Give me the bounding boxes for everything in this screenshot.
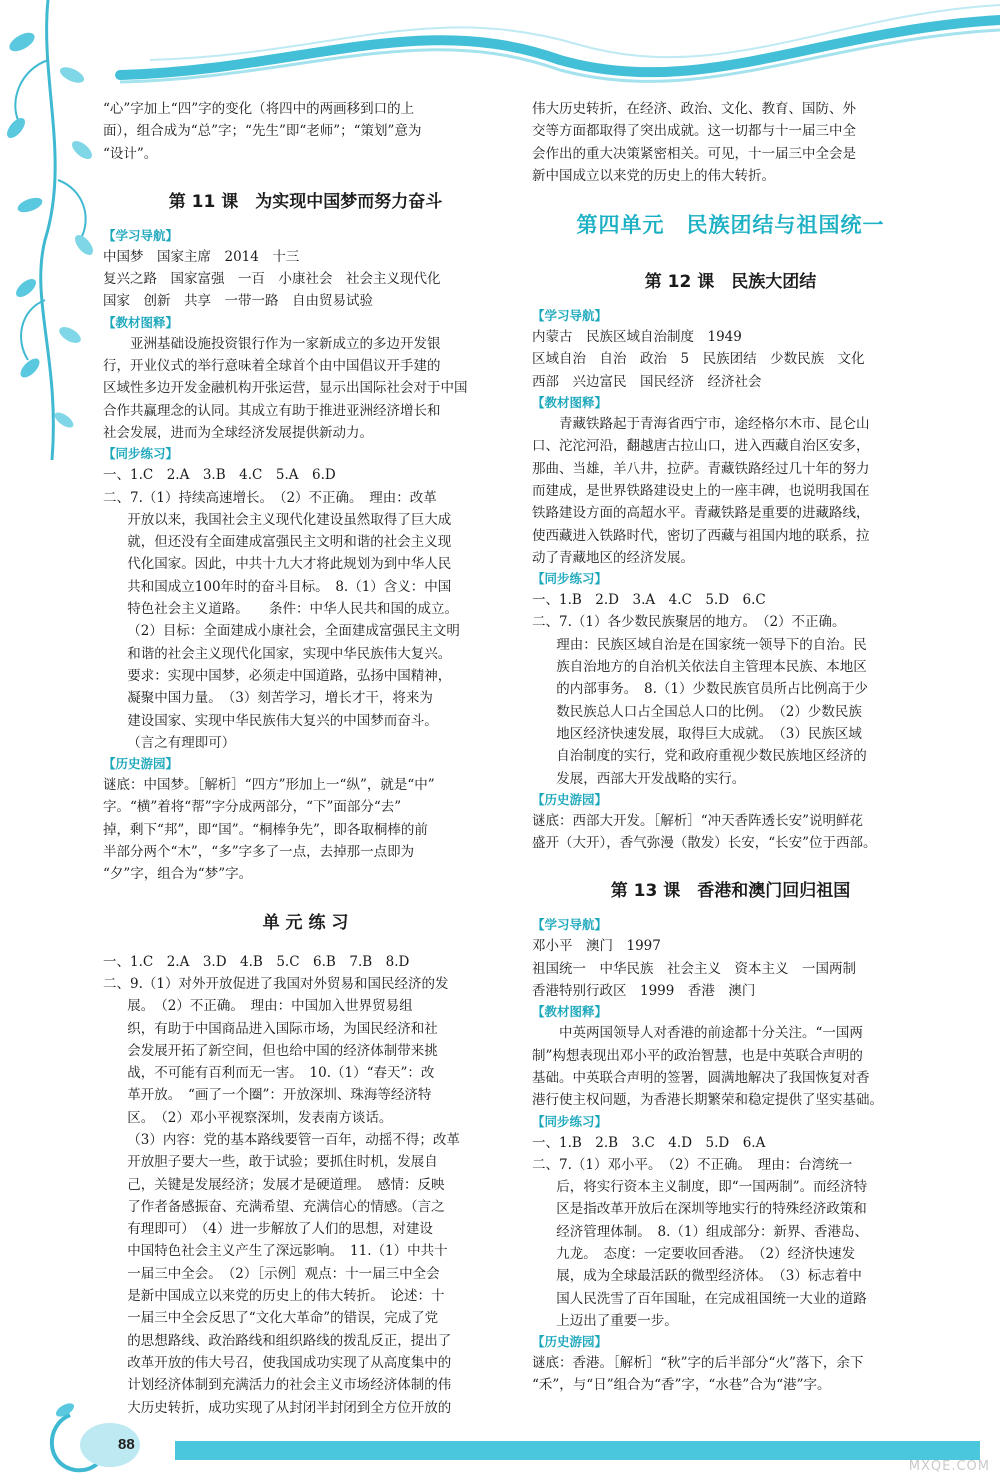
answer-line: 要求：实现中国梦，必须走中国道路，弘扬中国精神， (127, 667, 452, 684)
answer-line: 就，但还没有全面建成富强民主文明和谐的社会主义现 (127, 534, 452, 551)
answer-line: 区是指改革开放后在深圳等地实行的特殊经济政策和 (556, 1201, 867, 1218)
lesson-13-title: 第 13 课 香港和澳门回归祖国 (610, 881, 851, 902)
textbook-heading: 【教材图释】 (532, 395, 608, 411)
unit-practice-title: 单 元 练 习 (262, 912, 349, 933)
answer-line: 会发展开拓了新空间，但也给中国的经济体制带来挑 (127, 1042, 438, 1059)
study-guide-heading: 【学习导航】 (532, 917, 608, 933)
wave-decoration (0, 0, 1000, 100)
text-line: 港行使主权问题，为香港长期繁荣和稳定提供了坚实基础。 (532, 1092, 883, 1109)
study-guide-heading: 【学习导航】 (532, 308, 608, 324)
answer-line: 九龙。 态度：一定要收回香港。 （2）经济快速发 (556, 1245, 856, 1262)
text-line: 半部分两个“木”，“多”字多了一点，去掉那一点即为 (103, 844, 415, 861)
text-line: 亚洲基础设施投资银行作为一家新成立的多边开发银 (130, 335, 441, 352)
practice-heading: 【同步练习】 (103, 446, 179, 462)
answer-line: 大历史转折，成功实现了从封闭半封闭到全方位开放的 (127, 1399, 452, 1416)
answer-line: 了作者备感振奋、充满希望、充满信心的情感。（言之 (127, 1198, 445, 1215)
answer-line: 计划经济体制到充满活力的社会主义市场经济体制的伟 (127, 1377, 452, 1394)
history-heading: 【历史游园】 (103, 756, 179, 772)
text-line: 那曲、当雄，羊八井，拉萨。青藏铁路经过几十年的努力 (532, 460, 870, 477)
text-line: 使西藏进入铁路时代，密切了西藏与祖国内地的联系，拉 (532, 527, 870, 544)
answer-line: 建设国家、实现中华民族伟大复兴的中国梦而奋斗。 (127, 712, 438, 729)
lesson-12-title: 第 12 课 民族大团结 (644, 272, 817, 293)
text-line: 中英两国领导人对香港的前途都十分关注。“一国两 (559, 1025, 863, 1042)
text-line: 面），组合成为“总”字；“先生”即“老师”；“策划”意为 (103, 123, 422, 140)
text-line: 祖国统一 中华民族 社会主义 资本主义 一国两制 (532, 960, 856, 977)
answer-line: 己，关键是发展经济；发展才是硬道理。 感情：反映 (127, 1176, 445, 1193)
answer-line: （言之有理即可） (127, 734, 236, 751)
text-line: 西部 兴边富民 国民经济 经济社会 (532, 373, 762, 390)
answer-line: 国人民洗雪了百年国耻，在完成祖国统一大业的道路 (556, 1290, 867, 1307)
answer-line: 区。 （2）邓小平视察深圳，发表南方谈话。 (127, 1109, 393, 1126)
text-line: 中国梦 国家主席 2014 十三 (103, 248, 300, 265)
text-line: “禾”，与“日”组合为“香”字，“水巷”合为“港”字。 (532, 1377, 831, 1394)
text-line: 新中国成立以来党的历史上的伟大转折。 (532, 167, 775, 184)
text-line: 口、沱沱河沿，翻越唐古拉山口，进入西藏自治区安多， (532, 438, 870, 455)
text-line: 区域自治 自治 政治 5 民族团结 少数民族 文化 (532, 351, 865, 368)
practice-heading: 【同步练习】 (532, 1113, 608, 1129)
answer-line: 一、1.C 2.A 3.D 4.B 5.C 6.B 7.B 8.D (103, 953, 410, 970)
text-line: 盛开（大开），香气弥漫（散发）长安，“长安”位于西部。 (532, 835, 877, 852)
text-line: 交等方面都取得了突出成就。这一切都与十一届三中全 (532, 123, 856, 140)
answer-line: 后，将实行资本主义制度，即“一国两制”。而经济特 (556, 1179, 868, 1196)
answer-line: 理由：民族区域自治是在国家统一领导下的自治。民 (556, 636, 867, 653)
answer-line: 一届三中全会反思了“文化大革命”的错误，完成了党 (127, 1310, 439, 1327)
answer-line: 共和国成立100年时的奋斗目标。 8.（1）含义：中国 (127, 578, 452, 595)
text-line: “夕”字，组合为“梦”字。 (103, 866, 253, 883)
text-line: 内蒙古 民族区域自治制度 1949 (532, 329, 742, 346)
answer-line: 上迈出了重要一步。 (556, 1312, 678, 1329)
history-heading: 【历史游园】 (532, 1334, 608, 1350)
answer-line: 发展，西部大开发战略的实行。 (556, 770, 746, 787)
text-line: 而建成，是世界铁路建设史上的一座丰碑，也说明我国在 (532, 482, 870, 499)
answer-line: 革开放。 “画了一个圈”：开放深圳、珠海等经济特 (127, 1087, 432, 1104)
page-number: 88 (118, 1436, 135, 1453)
answer-line: 和谐的社会主义现代化国家，实现中华民族伟大复兴。 (127, 645, 452, 662)
textbook-heading: 【教材图释】 (532, 1004, 608, 1020)
answer-line: 开放以来，我国社会主义现代化建设虽然取得了巨大成 (127, 511, 452, 528)
text-line: 掉，剩下“邦”，即“国”。“桐棒争先”，即各取桐棒的前 (103, 821, 428, 838)
answer-line: 二、7.（1）邓小平。 （2）不正确。 理由：台湾统一 (532, 1156, 853, 1173)
text-line: 谜底：香港。［解析］“秋”字的后半部分“火”落下，余下 (532, 1355, 864, 1372)
answer-line: 数民族总人口占全国总人口的比例。 （2）少数民族 (556, 703, 862, 720)
text-line: 香港特别行政区 1999 香港 澳门 (532, 983, 756, 1000)
answer-line: 展，成为全球最活跃的微型经济体。 （3）标志着中 (556, 1268, 862, 1285)
answer-line: （3）内容：党的基本路线要管一百年，动摇不得；改革 (127, 1131, 460, 1148)
answer-line: 二、9.（1）对外开放促进了我国对外贸易和国民经济的发 (103, 975, 449, 992)
text-line: 复兴之路 国家富强 一百 小康社会 社会主义现代化 (103, 271, 441, 288)
swirl-decoration (40, 1395, 180, 1479)
left-column (103, 98, 508, 1419)
right-column (532, 98, 929, 1397)
answer-line: 一届三中全会。 （2）［示例］观点：十一届三中全会 (127, 1265, 440, 1282)
unit-4-title: 第四单元 民族团结与祖国统一 (576, 213, 885, 238)
textbook-heading: 【教材图释】 (103, 314, 179, 330)
answer-line: 代化国家。因此，中共十九大才将此规划为到中华人民 (127, 556, 452, 573)
text-line: 青藏铁路起于青海省西宁市，途经格尔木市、昆仑山 (559, 416, 870, 433)
answer-line: 经济管理体制。 8.（1）组成部分：新界、香港岛、 (556, 1223, 869, 1240)
answer-line: 一、1.B 2.D 3.A 4.C 5.D 6.C (532, 592, 766, 609)
text-line: 会作出的重大决策紧密相关。可见，十一届三中全会是 (532, 145, 856, 162)
text-line: 行，开业仪式的举行意味着全球首个由中国倡议开手建的 (103, 358, 441, 375)
text-line: 合作共赢理念的认同。其成立有助于推进亚洲经济增长和 (103, 402, 441, 419)
text-line: 谜底：西部大开发。［解析］“冲天香阵透长安”说明鲜花 (532, 812, 864, 829)
text-line: 伟大历史转折，在经济、政治、文化、教育、国防、外 (532, 101, 856, 117)
text-line: 社会发展，进而为全球经济发展提供新动力。 (103, 424, 373, 441)
text-line: 字。“横”着将“帮”字分成两部分，“下”面部分“去” (103, 799, 402, 816)
history-heading: 【历史游园】 (532, 791, 608, 807)
answer-line: 展。 （2）不正确。 理由：中国加入世界贸易组 (127, 998, 413, 1015)
answer-line: 改革开放的伟大号召，使我国成功实现了从高度集中的 (127, 1354, 452, 1371)
answer-line: 中国特色社会主义产生了深远影响。 11.（1）中共十 (127, 1243, 448, 1260)
answer-line: 族自治地方的自治机关依法自主管理本民族、本地区 (556, 659, 867, 676)
answer-line: 有理即可） （4）进一步解放了人们的思想，对建设 (127, 1221, 433, 1238)
answer-line: （2）目标：全面建成小康社会，全面建成富强民主文明 (127, 623, 460, 640)
answer-line: 战，不可能有百利而无一害。 10.（1）“春天”：改 (127, 1065, 435, 1082)
answer-line: 二、7.（1）持续高速增长。 （2）不正确。 理由：改革 (103, 489, 437, 506)
text-line: “心”字加上“四”字的变化（将四中的两画移到口的上 (103, 101, 415, 117)
text-line: 动了青藏地区的经济发展。 (532, 549, 694, 566)
text-line: 区域性多边开发金融机构开张运营，显示出国际社会对于中国 (103, 380, 468, 397)
answer-line: 凝聚中国力量。 （3）刻苦学习，增长才干，将来为 (127, 690, 433, 707)
study-guide-heading: 【学习导航】 (103, 227, 179, 243)
text-line: 制”构想表现出邓小平的政治智慧，也是中英联合声明的 (532, 1047, 863, 1064)
text-line: 基础。中英联合声明的签署，圆满地解决了我国恢复对香 (532, 1069, 870, 1086)
answer-line: 一、1.B 2.B 3.C 4.D 5.D 6.A (532, 1134, 766, 1151)
answer-line: 地区经济快速发展，取得巨大成就。 （3）民族区域 (556, 725, 862, 742)
watermark: MXQE.COM (908, 1459, 990, 1474)
intro-text (103, 98, 508, 165)
answer-line: 是新中国成立以来党的历史上的伟大转折。 论述：十 (127, 1288, 445, 1305)
answer-line: 二、7.（1）各少数民族聚居的地方。 （2）不正确。 (532, 614, 846, 631)
answer-line: 一、1.C 2.A 3.B 4.C 5.A 6.D (103, 467, 336, 484)
text-line: 铁路建设方面的高超水平。青藏铁路是重要的进藏路线， (532, 505, 870, 522)
text-line: “设计”。 (103, 145, 158, 162)
lesson-11-title: 第 11 课 为实现中国梦而努力奋斗 (168, 191, 443, 212)
practice-heading: 【同步练习】 (532, 571, 608, 587)
answer-line: 的思想路线、政治路线和组织路线的拨乱反正，提出了 (127, 1332, 452, 1349)
answer-line: 织，有助于中国商品进入国际市场，为国民经济和社 (127, 1020, 438, 1037)
answer-line: 特色社会主义道路。 条件：中华人民共和国的成立。 (127, 601, 459, 618)
text-line: 邓小平 澳门 1997 (532, 938, 661, 955)
footer-bar (175, 1441, 980, 1460)
answer-line: 开放胆子要大一些，敢于试验；要抓住时机，发展自 (127, 1154, 438, 1171)
text-line: 国家 创新 共享 一带一路 自由贸易试验 (103, 293, 373, 310)
answer-line: 自治制度的实行，党和政府重视少数民族地区经济的 (556, 748, 867, 765)
answer-line: 的内部事务。 8.（1）少数民族官员所占比例高于少 (556, 681, 869, 698)
text-line: 谜底：中国梦。［解析］“四方”形加上一“纵”，就是“中” (103, 777, 435, 794)
